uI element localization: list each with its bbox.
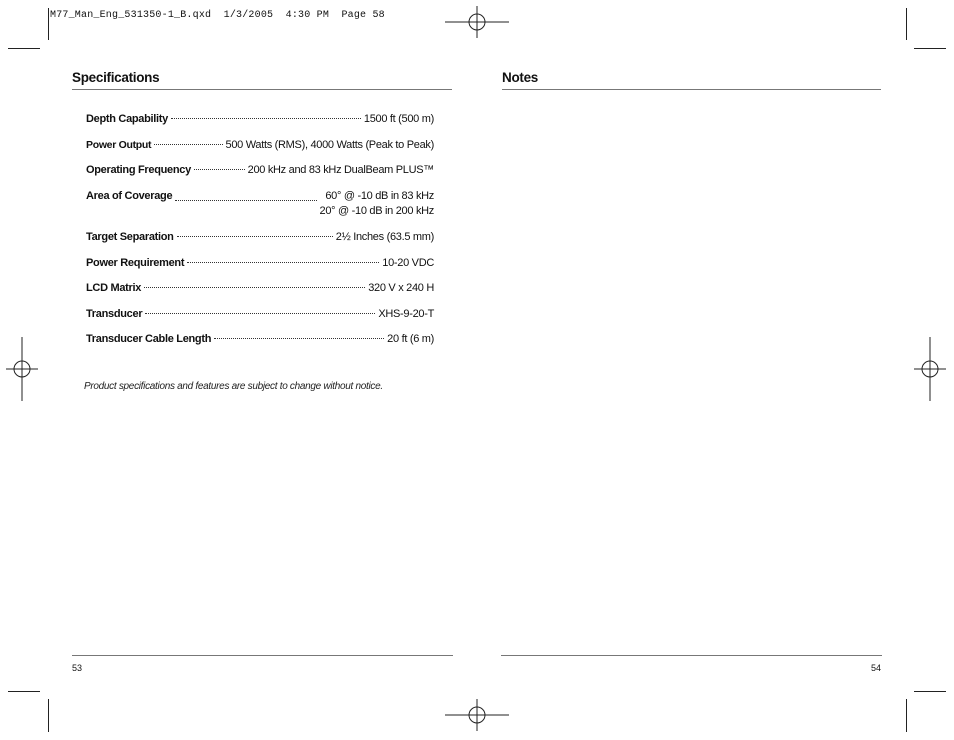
spec-row-target-separation	[86, 230, 434, 245]
specifications-heading: Specifications	[72, 70, 160, 85]
footer-rule	[501, 655, 882, 656]
specifications-disclaimer: Product specifications and features are subject to change without notice.	[84, 381, 383, 392]
dot-leader	[214, 338, 384, 339]
spec-value: 1500 ft (500 m)	[363, 113, 434, 125]
dot-leader	[171, 118, 361, 119]
spec-label: LCD Matrix	[86, 282, 142, 294]
spec-value: 500 Watts (RMS), 4000 Watts (Peak to Peak)	[225, 138, 434, 151]
crop-mark	[8, 48, 40, 49]
dot-leader	[177, 236, 333, 237]
spec-value: 2½ Inches (63.5 mm)	[335, 231, 434, 243]
crop-mark	[48, 8, 49, 40]
spec-value: 10-20 VDC	[382, 256, 434, 269]
spec-row-lcd-matrix	[86, 281, 434, 296]
registration-mark-icon	[914, 337, 946, 401]
spec-row-transducer	[86, 307, 434, 322]
spec-label: Transducer	[86, 307, 143, 320]
spec-value: 60° @ -10 dB in 83 kHz	[325, 189, 434, 202]
dot-leader	[175, 200, 316, 201]
spec-value: 200 kHz and 83 kHz DualBeam PLUS™	[247, 164, 434, 176]
spec-value: 20 ft (6 m)	[387, 333, 434, 345]
dot-leader	[145, 313, 375, 314]
page-number-right: 54	[871, 663, 882, 673]
registration-mark-icon	[6, 337, 38, 401]
crop-mark	[906, 699, 907, 732]
dot-leader	[194, 169, 245, 170]
specifications-list	[86, 112, 434, 358]
registration-mark-icon	[445, 6, 509, 38]
file-slug-line: M77_Man_Eng_531350-1_B.qxd 1/3/2005 4:30 PM Page 58	[50, 10, 385, 21]
spec-row-area-of-coverage	[86, 189, 434, 220]
dot-leader	[154, 144, 222, 145]
notes-heading: Notes	[502, 70, 539, 85]
crop-mark	[914, 48, 946, 49]
dot-leader	[187, 262, 379, 263]
spec-label: Operating Frequency	[86, 164, 191, 176]
spec-row-operating-frequency	[86, 163, 434, 178]
footer-rule	[72, 655, 453, 656]
spec-row-power-requirement	[86, 256, 434, 271]
crop-mark	[906, 8, 907, 40]
crop-mark	[914, 691, 946, 692]
spec-label: Power Output	[86, 138, 152, 151]
spec-row-depth-capability	[86, 112, 434, 127]
spec-label: Transducer Cable Length	[86, 333, 212, 345]
heading-rule	[502, 89, 881, 90]
crop-mark	[8, 691, 40, 692]
heading-rule	[72, 89, 452, 90]
spec-row-transducer-cable-length	[86, 332, 434, 347]
spec-row-power-output	[86, 138, 434, 153]
spec-label: Area of Coverage	[86, 189, 173, 202]
spec-value: XHS-9-20-T	[378, 307, 434, 320]
registration-mark-icon	[445, 699, 509, 731]
spec-value: 320 V x 240 H	[368, 282, 434, 294]
crop-mark	[48, 699, 49, 732]
dot-leader	[144, 287, 365, 288]
spec-label: Power Requirement	[86, 256, 185, 269]
spec-label: Depth Capability	[86, 113, 168, 125]
page-number-left: 53	[72, 663, 83, 673]
spec-value-secondary: 20° @ -10 dB in 200 kHz	[319, 205, 434, 217]
spec-label: Target Separation	[86, 231, 174, 243]
spec-value-group	[320, 189, 434, 220]
